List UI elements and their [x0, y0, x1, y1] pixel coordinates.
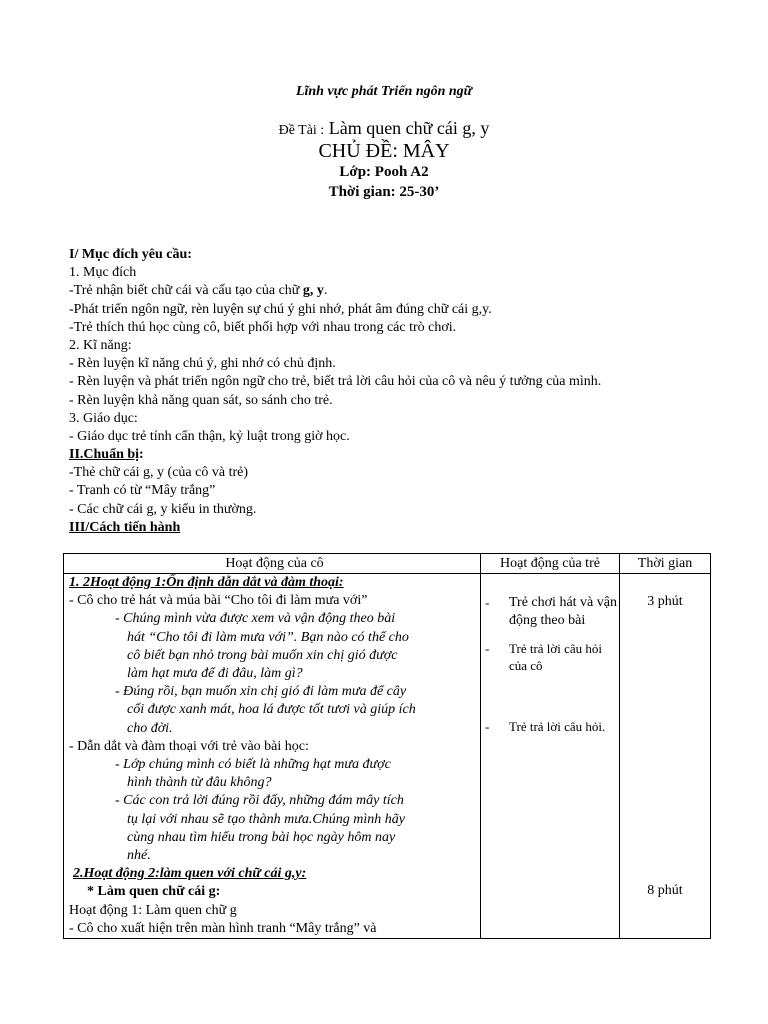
heading-suffix: : [139, 447, 144, 463]
child-activity-text: Trẻ trả lời câu hỏi của cô [509, 641, 603, 673]
text-line: - Tranh có từ “Mây trắng” [69, 483, 216, 499]
bullet-dash: - [485, 641, 490, 656]
bullet-dash: - [485, 719, 490, 734]
text-span: -Trẻ nhận biết chữ cái và cấu tạo của chữ [69, 283, 303, 299]
text-line: hình thành từ đâu không? [127, 775, 272, 791]
text-line: Hoạt động 1: Làm quen chữ g [69, 902, 237, 918]
sub-heading: 3. Giáo dục: [69, 410, 138, 426]
text-line: -Thẻ chữ cái g, y (của cô và trẻ) [69, 465, 248, 481]
duration-label: 3 phút [647, 594, 683, 609]
duration-label: 8 phút [647, 883, 683, 898]
child-activity-item [481, 718, 619, 735]
child-activity-cell [481, 574, 620, 939]
subject-line: Lĩnh vực phát Triển ngôn ngữ [295, 84, 473, 99]
time-cell [620, 574, 711, 939]
text-line: cùng nhau tìm hiểu trong bài học ngày hôm nay [127, 829, 396, 845]
text-line: nhé. [127, 848, 151, 864]
topic-title: Làm quen chữ cái g, y [328, 118, 490, 138]
text-line: cô biết bạn nhỏ trong bài muốn xin chị gió được [127, 647, 398, 663]
text-line: - Cô cho trẻ hát và múa bài “Cho tôi đi làm mưa với” [69, 593, 368, 609]
header-teacher: Hoạt động của cô [64, 554, 481, 574]
child-activity-text: Trẻ trả lời câu hỏi. [509, 719, 606, 734]
text-line: - Rèn luyện và phát triển ngôn ngữ cho trẻ, biết trả lời câu hỏi của cô và nêu ý tưởng của mình. [69, 374, 602, 390]
objectives-section [69, 246, 729, 537]
sub-heading: 2. Kĩ năng: [69, 337, 132, 353]
text-line: cối được xanh mát, hoa lá được tốt tươi và giúp ích [127, 702, 416, 718]
text-line: - Rèn luyện kĩ năng chú ý, ghi nhớ có chủ định. [69, 356, 336, 372]
activity-table [63, 553, 711, 939]
sub-heading: * Làm quen chữ cái g: [87, 884, 221, 900]
teacher-activity-cell [64, 574, 481, 939]
text-line [69, 282, 729, 300]
section-heading-preparation [69, 446, 729, 464]
time-line: Thời gian: 25-30’ [328, 184, 440, 200]
text-line: -Trẻ thích thú học cùng cô, biết phối hợp với nhau trong các trò chơi. [69, 319, 457, 335]
text-span: . [323, 283, 328, 299]
class-line: Lớp: Pooh A2 [339, 164, 429, 180]
header-time: Thời gian [620, 554, 711, 574]
text-line: - Các con trả lời đúng rồi đấy, những đám mây tích [115, 793, 404, 809]
text-line: - Chúng mình vừa được xem và vận động theo bài [115, 611, 396, 627]
theme-title: CHỦ ĐỀ: MÂY [318, 140, 450, 162]
table-header-row [64, 554, 711, 574]
bold-letters: g, y [302, 283, 324, 299]
child-activity-text: Trẻ chơi hát và vận động theo bài [509, 595, 617, 628]
activity-heading: 1. 2Hoạt động 1:Ổn định dẫn dắt và đàm thoại: [69, 575, 344, 590]
text-line: hát “Cho tôi đi làm mưa với”. Bạn nào có thể cho [127, 629, 409, 645]
section-heading-procedure: III/Cách tiến hành [69, 519, 181, 535]
text-line: -Phát triển ngôn ngữ, rèn luyện sự chú ý ghi nhớ, phát âm đúng chữ cái g,y. [69, 301, 492, 317]
text-line: cho đời. [127, 720, 173, 736]
text-line: làm hạt mưa để đi đâu, làm gì? [127, 666, 303, 682]
text-line: - Dẫn dắt và đàm thoại với trẻ vào bài học: [69, 738, 309, 754]
text-line: tụ lại với nhau sẽ tạo thành mưa.Chúng mình hãy [127, 811, 405, 827]
text-line: - Rèn luyện khả năng quan sát, so sánh cho trẻ. [69, 392, 333, 408]
heading-text: II.Chuẩn bị [69, 447, 140, 463]
topic-line [0, 118, 768, 139]
text-line: - Các chữ cái g, y kiểu in thường. [69, 501, 257, 517]
section-heading-objectives: I/ Mục đích yêu cầu: [69, 247, 192, 262]
activity-heading: 2.Hoạt động 2:làm quen với chữ cái g,y: [73, 866, 307, 882]
text-line: - Lớp chúng mình có biết là những hạt mưa được [115, 757, 391, 773]
text-line: - Giáo dục trẻ tính cẩn thận, kỷ luật trong giờ học. [69, 428, 350, 444]
sub-heading: 1. Mục đích [69, 265, 137, 281]
text-line: - Đúng rồi, bạn muốn xin chị gió đi làm mưa để cây [115, 684, 407, 700]
child-activity-item [481, 640, 619, 674]
table-row [64, 574, 711, 939]
topic-prefix: Đề Tài : [278, 123, 325, 138]
bullet-dash: - [485, 595, 490, 610]
header-child: Hoạt động của trẻ [481, 554, 620, 574]
text-line: - Cô cho xuất hiện trên màn hình tranh “Mây trắng” và [69, 920, 377, 936]
child-activity-item [481, 594, 619, 630]
